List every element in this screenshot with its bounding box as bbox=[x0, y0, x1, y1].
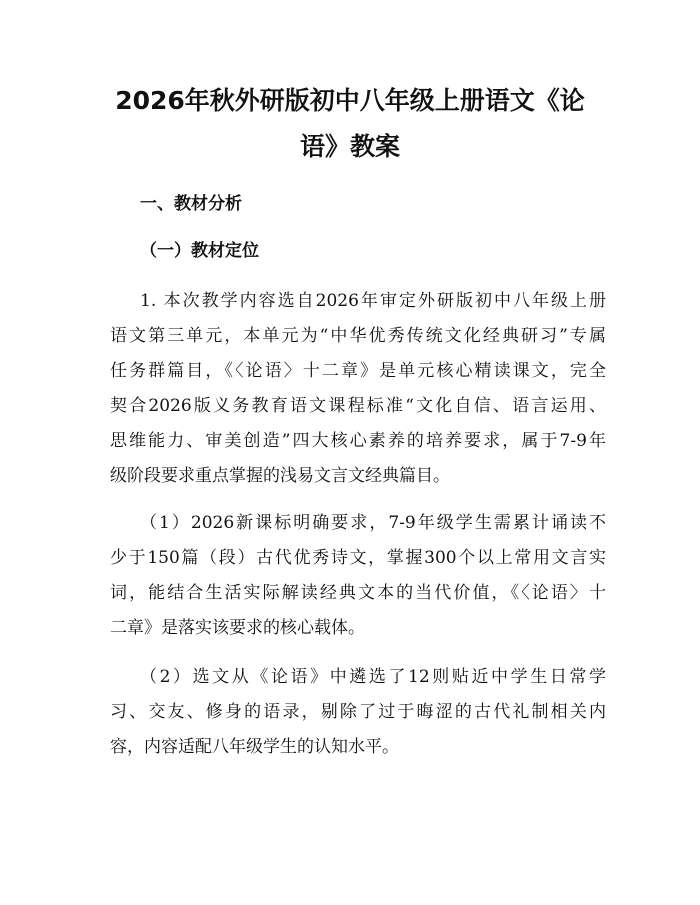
paragraph-text-selection bbox=[110, 660, 606, 765]
section-heading: 一、教材分析 bbox=[140, 194, 242, 214]
paragraph-line: （2）选文从《论语》中遴选了12则贴近中学生日常学 bbox=[140, 667, 606, 687]
paragraph-line: 少于150篇（段）古代优秀诗文，掌握300个以上常用文言实 bbox=[110, 548, 606, 568]
paragraph-line: 容，内容适配八年级学生的认知水平。 bbox=[110, 737, 399, 757]
paragraph-line: 级阶段要求重点掌握的浅易文言文经典篇目。 bbox=[110, 466, 450, 486]
paragraph-line: 二章》是落实该要求的核心载体。 bbox=[110, 618, 365, 638]
document-title-line-1: 2026年秋外研版初中八年级上册语文《论 bbox=[115, 86, 585, 115]
paragraph-teaching-content bbox=[110, 284, 606, 494]
paragraph-line: 词，能结合生活实际解读经典文本的当代价值，《〈论语〉十 bbox=[110, 583, 606, 603]
paragraph-curriculum-requirement bbox=[110, 506, 606, 646]
paragraph-line: 1. 本次教学内容选自2026年审定外研版初中八年级上册 bbox=[140, 291, 606, 311]
subsection-heading: （一）教材定位 bbox=[140, 241, 259, 261]
paragraph-line: 习、交友、修身的语录，剔除了过于晦涩的古代礼制相关内 bbox=[110, 702, 606, 722]
document-title-line-2: 语》教案 bbox=[299, 132, 400, 161]
paragraph-line: 思维能力、审美创造”四大核心素养的培养要求，属于7-9年 bbox=[110, 431, 606, 451]
paragraph-line: （1）2026新课标明确要求，7-9年级学生需累计诵读不 bbox=[140, 513, 606, 533]
paragraph-line: 契合2026版义务教育语文课程标准“文化自信、语言运用、 bbox=[110, 396, 606, 416]
paragraph-line: 任务群篇目，《〈论语〉十二章》是单元核心精读课文，完全 bbox=[110, 361, 606, 381]
paragraph-line: 语文第三单元，本单元为“中华优秀传统文化经典研习”专属 bbox=[110, 326, 606, 346]
